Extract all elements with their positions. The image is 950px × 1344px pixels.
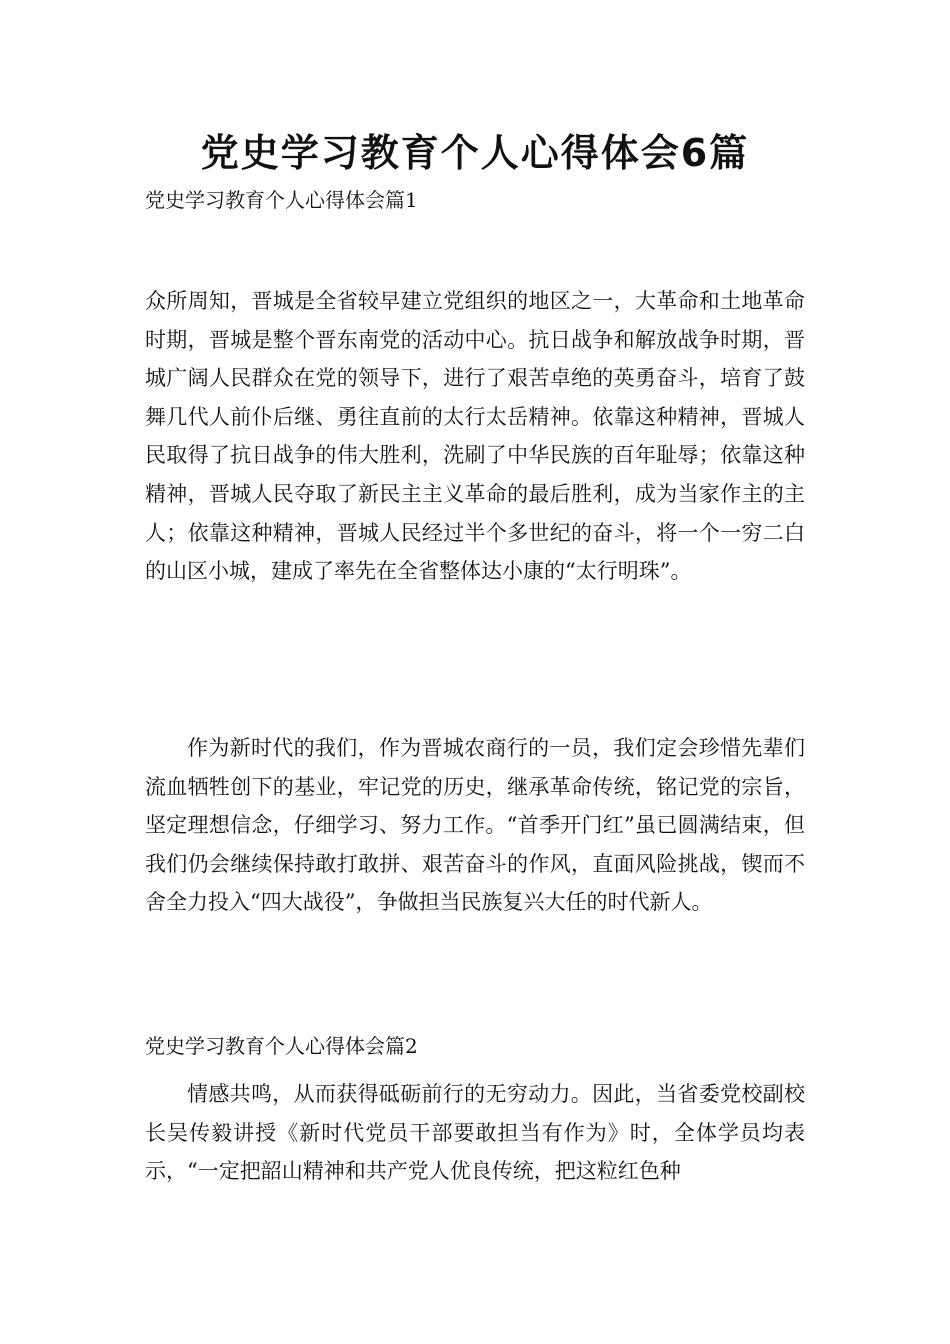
- section-1-paragraph-2: 作为新时代的我们，作为晋城农商行的一员，我们定会珍惜先辈们流血牺牲创下的基业，牢记党的历史，继承革命传统，铭记党的宗旨，坚定理想信念，仔细学习、努力工作。“首季开门红”虽已圆满结束，但我们仍会继续保持敢打敢拼、艰苦奋斗的作风，直面风险挑战，锲而不舍全力投入“四大战役”，争做担当民族复兴大任的时代新人。: [145, 736, 805, 915]
- section-1-paragraph-1: 众所周知，晋城是全省较早建立党组织的地区之一，大革命和土地革命时期，晋城是整个晋东南党的活动中心。抗日战争和解放战争时期，晋城广阔人民群众在党的领导下，进行了艰苦卓绝的英勇奋斗，培育了鼓舞几代人前仆后继、勇往直前的太行太岳精神。依靠这种精神，晋城人民取得了抗日战争的伟大胜利，洗刷了中华民族的百年耻辱；依靠这种精神，晋城人民夺取了新民主主义革命的最后胜利，成为当家作主的主人；依靠这种精神，晋城人民经过半个多世纪的奋斗，将一个一穷二白的山区小城，建成了率先在全省整体达小康的“太行明珠”。: [145, 289, 805, 584]
- section-1-heading: 党史学习教育个人心得体会篇1: [145, 188, 418, 212]
- section-2-heading: 党史学习教育个人心得体会篇2: [145, 1034, 418, 1058]
- document-title: 党史学习教育个人心得体会6篇: [200, 131, 750, 175]
- section-2-paragraph-1: 情感共鸣，从而获得砥砺前行的无穷动力。因此，当省委党校副校长吴传毅讲授《新时代党员干部要敢担当有作为》时，全体学员均表示，“一定把韶山精神和共产党人优良传统，把这粒红色种: [145, 1082, 805, 1184]
